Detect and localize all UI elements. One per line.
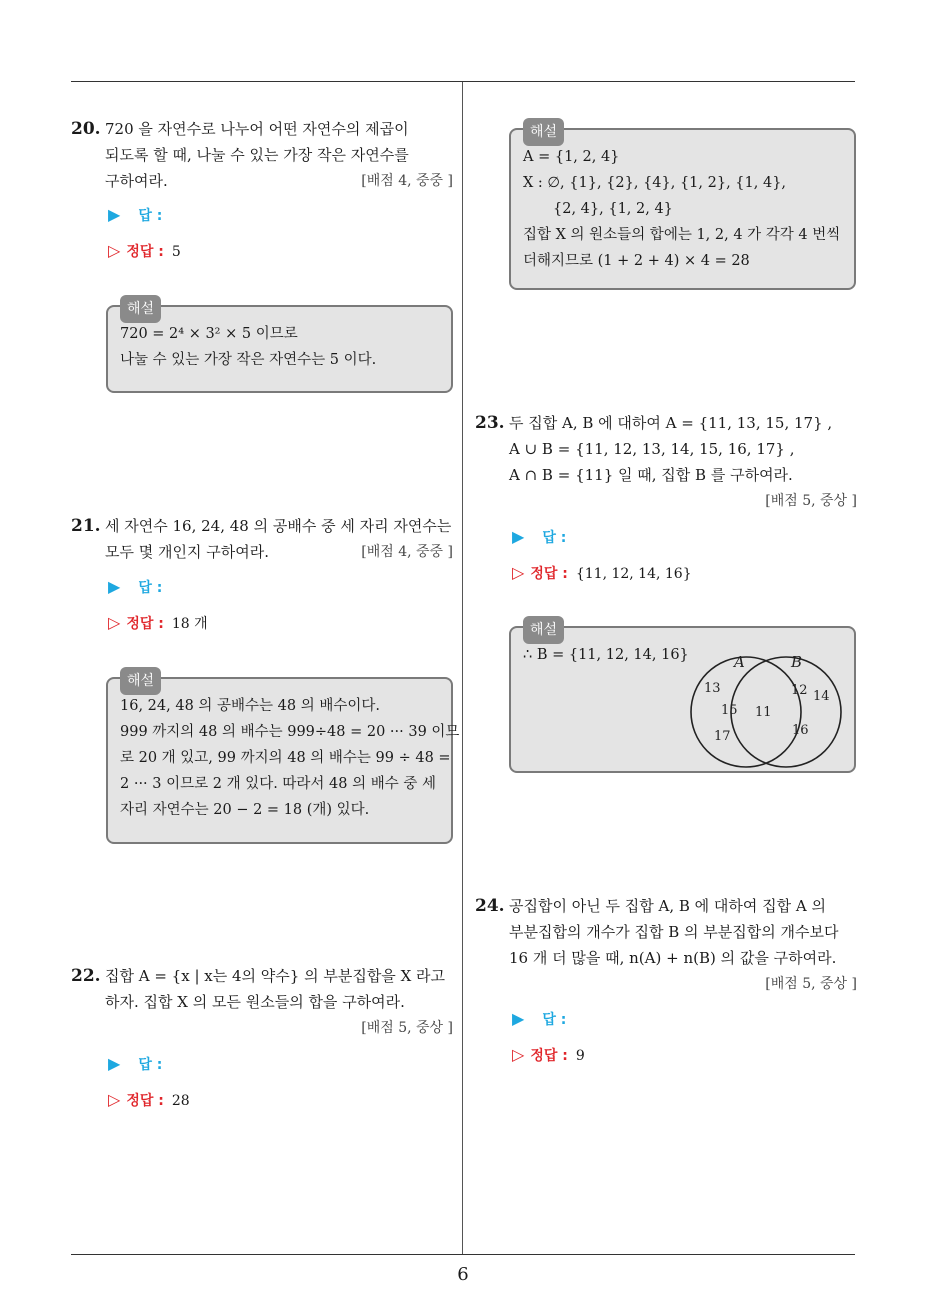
answer-marker-icon: ▶ (512, 1009, 525, 1028)
problem-number: 23. (475, 413, 505, 433)
correct-answer-row-23 (512, 563, 692, 583)
problem-text: 720 을 자연수로 나누어 어떤 자연수의 제곱이 되도록 할 때, 나눌 수 있는 가장 작은 자연수를 구하여라. [배점 4, 중중 ] (105, 116, 453, 194)
answer-marker-icon: ▶ (108, 205, 121, 224)
column-divider (462, 82, 463, 1255)
venn-element: 17 (714, 729, 731, 744)
correct-answer-row-24 (512, 1045, 585, 1065)
bottom-rule (71, 1254, 855, 1255)
correct-marker-icon: ▷ (108, 613, 121, 632)
answer-row-23 (512, 527, 566, 547)
answer-label: 답 : (542, 530, 567, 546)
answer-marker-icon: ▶ (512, 527, 525, 546)
problem-number: 21. (71, 516, 101, 536)
answer-label: 답 : (138, 208, 163, 224)
problem-text: 두 집합 A, B 에 대하여 A = {11, 13, 15, 17} , A ∪ B = {11, 12, 13, 14, 15, 16, 17} , A ∩ B = {11} 일 때, 집합 B 를 구하여라. [배점 5, 중상 ] (509, 410, 857, 514)
venn-element: 14 (813, 689, 830, 704)
venn-diagram (681, 642, 861, 772)
venn-element: 16 (792, 723, 809, 738)
correct-answer-row-22 (108, 1090, 190, 1110)
venn-element: 13 (704, 681, 721, 696)
correct-answer-value: 28 (171, 1093, 190, 1109)
score-label: [배점 5, 중상 ] (765, 976, 857, 992)
problem-number: 22. (71, 966, 101, 986)
problem-24 (475, 893, 857, 997)
venn-element: 12 (791, 683, 808, 698)
answer-label: 답 : (542, 1012, 567, 1028)
set-a-label: A (734, 653, 745, 671)
answer-row-20 (108, 205, 162, 225)
answer-label: 답 : (138, 580, 163, 596)
problem-23 (475, 410, 857, 514)
problem-text: 공집합이 아닌 두 집합 A, B 에 대하여 집합 A 의 부분집합의 개수가 집합 B 의 부분집합의 개수보다 16 개 더 많을 때, n(A) + n(B) 의 값을 구하여라. [배점 5, 중상 ] (509, 893, 857, 997)
solution-box-22: 해설 A = {1, 2, 4} X : ∅, {1}, {2}, {4}, {1, 2}, {1, 4}, {2, 4}, {1, 2, 4} 집합 X 의 원소들의 합에는 1, 2, 4 가 각각 4 번씩 더해지므로 (1 + 2 + 4) × 4 = 28 (509, 128, 856, 290)
problem-21 (71, 513, 453, 565)
top-rule (71, 81, 855, 82)
solution-tag: 해설 (523, 616, 564, 644)
score-label: [배점 4, 중중 ] (361, 173, 453, 189)
solution-box-21: 해설 16, 24, 48 의 공배수는 48 의 배수이다. 999 까지의 48 의 배수는 999÷48 = 20 ··· 39 이므 로 20 개 있고, 99 까지의 48 의 배수는 99 ÷ 48 = 2 ··· 3 이므로 2 개 있다. 따라서 48 의 배수 중 세 자리 자연수는 20 − 2 = 18 (개) 있다. (106, 677, 453, 844)
correct-answer-value: {11, 12, 14, 16} (575, 566, 692, 582)
score-label: [배점 5, 중상 ] (765, 493, 857, 509)
problem-number: 20. (71, 119, 101, 139)
problem-20 (71, 116, 453, 194)
correct-label: 정답 : (126, 616, 164, 632)
problem-text: 집합 A = {x | x는 4의 약수} 의 부분집합을 X 라고 하자. 집합 X 의 모든 원소들의 합을 구하여라. [배점 5, 중상 ] (105, 963, 453, 1041)
correct-label: 정답 : (126, 244, 164, 260)
answer-marker-icon: ▶ (108, 577, 121, 596)
correct-label: 정답 : (530, 566, 568, 582)
answer-row-22 (108, 1054, 162, 1074)
solution-tag: 해설 (523, 118, 564, 146)
venn-element: 11 (755, 705, 772, 720)
correct-label: 정답 : (126, 1093, 164, 1109)
problem-text: 세 자연수 16, 24, 48 의 공배수 중 세 자리 자연수는 모두 몇 개인지 구하여라. [배점 4, 중중 ] (105, 513, 453, 565)
correct-marker-icon: ▷ (108, 1090, 121, 1109)
answer-row-24 (512, 1009, 566, 1029)
set-b-label: B (791, 653, 803, 671)
venn-element: 15 (721, 703, 738, 718)
correct-marker-icon: ▷ (512, 1045, 525, 1064)
score-label: [배점 5, 중상 ] (361, 1020, 453, 1036)
correct-answer-value: 5 (171, 244, 181, 260)
score-label: [배점 4, 중중 ] (361, 544, 453, 560)
correct-marker-icon: ▷ (512, 563, 525, 582)
solution-box-20: 해설 720 = 2⁴ × 3² × 5 이므로 나눌 수 있는 가장 작은 자연수는 5 이다. (106, 305, 453, 393)
correct-answer-value: 9 (575, 1048, 585, 1064)
correct-answer-row-21 (108, 613, 208, 633)
correct-answer-value: 18 개 (171, 616, 208, 632)
answer-label: 답 : (138, 1057, 163, 1073)
correct-answer-row-20 (108, 241, 181, 261)
solution-box-23: 해설 ∴ B = {11, 12, 14, 16} A B 13 15 17 11 12 14 16 (509, 626, 856, 773)
answer-row-21 (108, 577, 162, 597)
correct-marker-icon: ▷ (108, 241, 121, 260)
solution-tag: 해설 (120, 667, 161, 695)
solution-tag: 해설 (120, 295, 161, 323)
page-number: 6 (457, 1264, 469, 1285)
problem-22 (71, 963, 453, 1041)
correct-label: 정답 : (530, 1048, 568, 1064)
answer-marker-icon: ▶ (108, 1054, 121, 1073)
problem-number: 24. (475, 896, 505, 916)
